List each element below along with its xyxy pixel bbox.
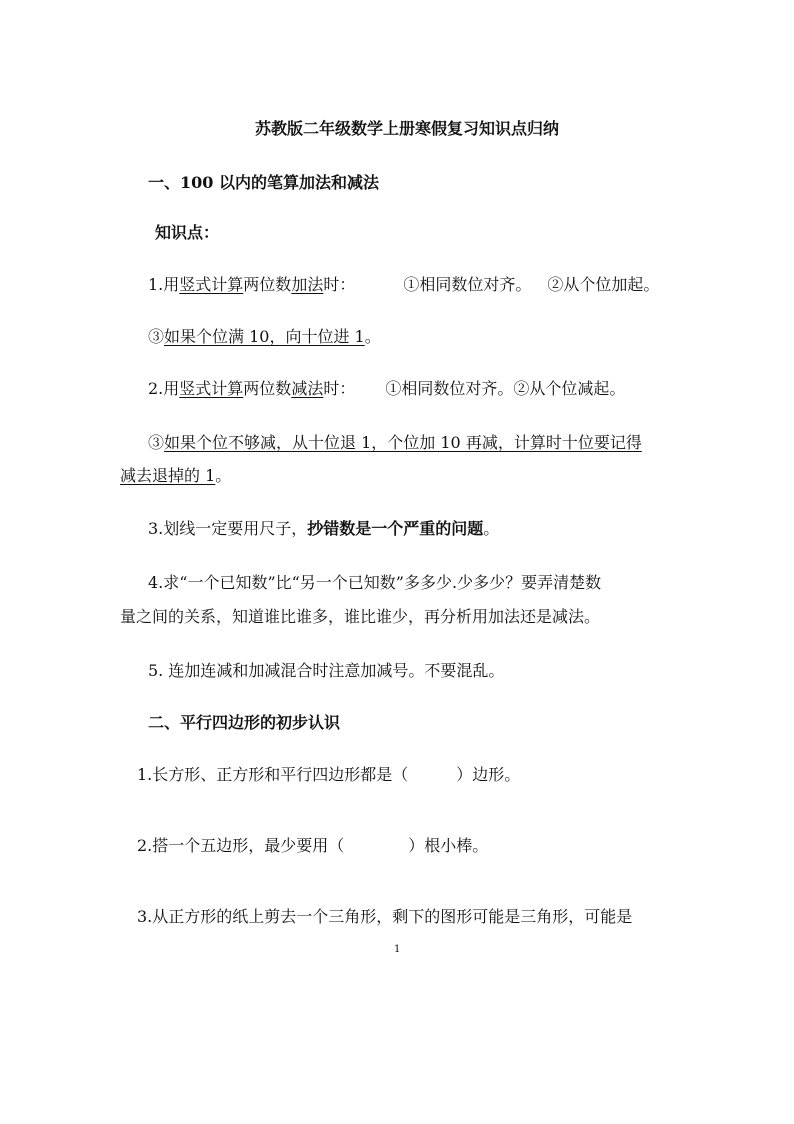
question1-text-a: 1.长方形、正方形和平行四边形都是（ (137, 765, 409, 784)
page-number: 1 (394, 944, 401, 955)
item5-line: 5. 连加连减和加减混合时注意加减号。不要混乱。 (148, 661, 505, 680)
item1-suffix: 时： (323, 275, 356, 294)
item3-text: 3.划线一定要用尺子， (148, 519, 308, 538)
section2-question2 (137, 835, 488, 857)
item1-point1: ①相同数位对齐。 (403, 275, 532, 294)
item2-point3-text2: 减去退掉的 1 (120, 466, 216, 485)
item1-line (148, 274, 659, 296)
item2-suffix: 时： (323, 379, 356, 398)
item2-prefix: 2.用 (148, 379, 180, 398)
item2-underline-vertical-calc: 竖式计算 (179, 379, 244, 398)
item1-point3-end: 。 (364, 327, 381, 346)
item1-point2: ②从个位加起。 (547, 275, 660, 294)
item1-point3: 如果个位满 10，向十位进 1 (164, 327, 365, 346)
item1-prefix: 1.用 (148, 275, 180, 294)
item3-line (148, 518, 499, 540)
question2-text-b: ）根小棒。 (408, 836, 489, 855)
item1-point3-line (148, 326, 381, 348)
question1-text-b: ）边形。 (456, 765, 521, 784)
knowledge-points-label: 知识点： (155, 223, 220, 242)
item2-mid: 两位数 (243, 379, 292, 398)
item1-underline-vertical-calc: 竖式计算 (179, 275, 244, 294)
section1-heading: 一、100 以内的笔算加法和减法 (148, 173, 379, 192)
item4-line2: 量之间的关系，知道谁比谁多，谁比谁少，再分析用加法还是减法。 (120, 607, 601, 626)
section2-heading: 二、平行四边形的初步认识 (148, 713, 341, 732)
section2-question1 (137, 764, 520, 786)
item2-point3-line2 (120, 465, 231, 487)
item2-point3-end: 。 (215, 466, 232, 485)
item1-mid: 两位数 (243, 275, 292, 294)
item1-underline-addition: 加法 (291, 275, 324, 294)
item3-bold: 抄错数是一个严重的问题 (307, 519, 484, 538)
item2-line (148, 378, 625, 400)
item2-point3-mark: ③ (148, 433, 165, 452)
item4-line1: 4.求“一个已知数”比“另一个已知数”多多少.少多少？要弄清楚数 (148, 573, 602, 592)
item2-underline-subtraction: 减法 (291, 379, 324, 398)
question2-text-a: 2.搭一个五边形，最少要用（ (137, 836, 345, 855)
section2-question3: 3.从正方形的纸上剪去一个三角形，剩下的图形可能是三角形，可能是 (137, 907, 633, 926)
document-title: 苏教版二年级数学上册寒假复习知识点归纳 (255, 119, 560, 138)
item2-points: ①相同数位对齐。②从个位减起。 (385, 379, 626, 398)
item2-point3-text1: 如果个位不够减，从十位退 1，个位加 10 再减，计算时十位要记得 (164, 433, 642, 452)
item1-point3-mark: ③ (148, 327, 165, 346)
item3-end: 。 (483, 519, 500, 538)
item2-point3-line1 (148, 432, 642, 454)
